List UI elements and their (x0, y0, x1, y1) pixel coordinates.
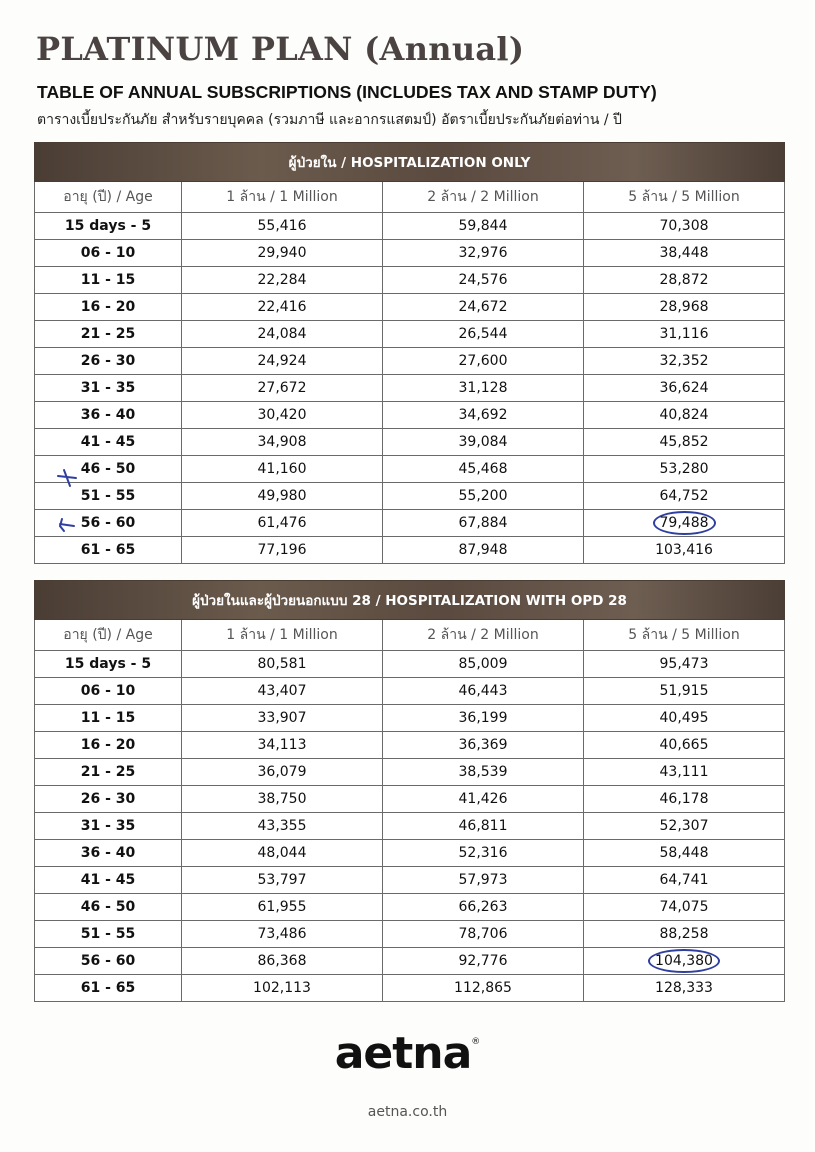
column-header-age: อายุ (ปี) / Age (35, 620, 182, 651)
table-row (35, 921, 785, 948)
premium-5-million-cell: 36,624 (584, 375, 785, 402)
premium-2-million-cell: 87,948 (383, 537, 584, 564)
premium-5-million-cell: 103,416 (584, 537, 785, 564)
age-cell: 36 - 40 (35, 402, 182, 429)
age-cell: 15 days - 5 (35, 213, 182, 240)
table-row (35, 321, 785, 348)
premium-2-million-cell: 55,200 (383, 483, 584, 510)
premium-1-million-cell: 41,160 (182, 456, 383, 483)
premium-1-million-cell: 80,581 (182, 651, 383, 678)
premium-1-million-cell: 61,955 (182, 894, 383, 921)
premium-1-million-cell: 49,980 (182, 483, 383, 510)
premium-5-million-cell: 64,741 (584, 867, 785, 894)
premium-1-million-cell: 30,420 (182, 402, 383, 429)
premium-5-million-cell: 40,665 (584, 732, 785, 759)
premium-2-million-cell: 67,884 (383, 510, 584, 537)
premium-2-million-cell: 45,468 (383, 456, 584, 483)
premium-1-million-cell: 36,079 (182, 759, 383, 786)
table-row (35, 483, 785, 510)
registered-mark: ® (471, 1037, 481, 1047)
premium-1-million-cell: 48,044 (182, 840, 383, 867)
premium-2-million-cell: 46,811 (383, 813, 584, 840)
premium-2-million-cell: 39,084 (383, 429, 584, 456)
table-row (35, 429, 785, 456)
premium-1-million-cell: 43,355 (182, 813, 383, 840)
age-cell: 51 - 55 (35, 921, 182, 948)
premium-5-million-cell: 51,915 (584, 678, 785, 705)
premium-2-million-cell: 112,865 (383, 975, 584, 1002)
column-header-1-million: 1 ล้าน / 1 Million (182, 620, 383, 651)
premium-5-million-cell: 88,258 (584, 921, 785, 948)
table-row (35, 267, 785, 294)
table-row (35, 759, 785, 786)
column-header-2-million: 2 ล้าน / 2 Million (383, 182, 584, 213)
premium-5-million-cell: 128,333 (584, 975, 785, 1002)
premium-5-million-cell: 28,968 (584, 294, 785, 321)
age-cell: 11 - 15 (35, 267, 182, 294)
table-row (35, 456, 785, 483)
age-cell: 16 - 20 (35, 294, 182, 321)
premium-1-million-cell: 53,797 (182, 867, 383, 894)
table-row (35, 813, 785, 840)
column-header-age: อายุ (ปี) / Age (35, 182, 182, 213)
pen-circled-value: 104,380 (648, 949, 720, 973)
column-header-2-million: 2 ล้าน / 2 Million (383, 620, 584, 651)
premium-5-million-cell: 38,448 (584, 240, 785, 267)
premium-1-million-cell: 38,750 (182, 786, 383, 813)
table-row (35, 294, 785, 321)
premium-1-million-cell: 73,486 (182, 921, 383, 948)
age-cell: 31 - 35 (35, 375, 182, 402)
age-cell: 06 - 10 (35, 240, 182, 267)
table-banner: ผู้ป่วยในและผู้ป่วยนอกแบบ 28 / HOSPITALIZATION WITH OPD 28 (35, 581, 785, 620)
age-cell: 31 - 35 (35, 813, 182, 840)
premium-5-million-cell: 70,308 (584, 213, 785, 240)
premium-1-million-cell: 102,113 (182, 975, 383, 1002)
premium-1-million-cell: 43,407 (182, 678, 383, 705)
age-cell: 56 - 60 (35, 510, 182, 537)
premium-2-million-cell: 32,976 (383, 240, 584, 267)
age-cell: 26 - 30 (35, 348, 182, 375)
age-cell: 56 - 60 (35, 948, 182, 975)
age-cell: 41 - 45 (35, 429, 182, 456)
premium-5-million-cell: 40,824 (584, 402, 785, 429)
premium-2-million-cell: 52,316 (383, 840, 584, 867)
column-header-5-million: 5 ล้าน / 5 Million (584, 620, 785, 651)
premium-1-million-cell: 34,908 (182, 429, 383, 456)
page-subtitle: TABLE OF ANNUAL SUBSCRIPTIONS (INCLUDES TAX AND STAMP DUTY) (37, 82, 657, 102)
table-row (35, 948, 785, 975)
age-cell: 46 - 50 (35, 456, 182, 483)
premium-5-million-cell: 53,280 (584, 456, 785, 483)
age-cell: 21 - 25 (35, 759, 182, 786)
table-row (35, 894, 785, 921)
premium-1-million-cell: 22,284 (182, 267, 383, 294)
premium-5-million-cell: 46,178 (584, 786, 785, 813)
table-row (35, 375, 785, 402)
premium-1-million-cell: 86,368 (182, 948, 383, 975)
premium-2-million-cell: 59,844 (383, 213, 584, 240)
table-row (35, 786, 785, 813)
thai-subtitle: ตารางเบี้ยประกันภัย สำหรับรายบุคคล (รวมภาษี และอากรแสตมป์) อัตราเบี้ยประกันภัยต่อท่าน / ปี (37, 112, 622, 128)
premium-2-million-cell: 46,443 (383, 678, 584, 705)
age-cell: 16 - 20 (35, 732, 182, 759)
table-row (35, 348, 785, 375)
premium-1-million-cell: 61,476 (182, 510, 383, 537)
premium-2-million-cell: 36,199 (383, 705, 584, 732)
table-row (35, 840, 785, 867)
table-banner: ผู้ป่วยใน / HOSPITALIZATION ONLY (35, 143, 785, 182)
premium-2-million-cell: 57,973 (383, 867, 584, 894)
age-cell: 21 - 25 (35, 321, 182, 348)
age-cell: 15 days - 5 (35, 651, 182, 678)
age-cell: 36 - 40 (35, 840, 182, 867)
premium-2-million-cell: 27,600 (383, 348, 584, 375)
age-cell: 46 - 50 (35, 894, 182, 921)
premium-1-million-cell: 24,084 (182, 321, 383, 348)
premium-1-million-cell: 33,907 (182, 705, 383, 732)
premium-1-million-cell: 22,416 (182, 294, 383, 321)
table-row (35, 975, 785, 1002)
premium-5-million-cell: 43,111 (584, 759, 785, 786)
premium-5-million-cell: 40,495 (584, 705, 785, 732)
hospitalization-only-table (34, 142, 785, 564)
table-row (35, 705, 785, 732)
premium-1-million-cell: 34,113 (182, 732, 383, 759)
website-url: aetna.co.th (367, 1104, 448, 1120)
premium-5-million-cell: 58,448 (584, 840, 785, 867)
table-row (35, 510, 785, 537)
hospitalization-with-opd-table (34, 580, 785, 1002)
premium-5-million-cell: 31,116 (584, 321, 785, 348)
premium-5-million-cell: 28,872 (584, 267, 785, 294)
premium-1-million-cell: 29,940 (182, 240, 383, 267)
premium-2-million-cell: 34,692 (383, 402, 584, 429)
age-cell: 51 - 55 (35, 483, 182, 510)
premium-1-million-cell: 24,924 (182, 348, 383, 375)
premium-1-million-cell: 55,416 (182, 213, 383, 240)
table-row (35, 732, 785, 759)
premium-5-million-cell: 95,473 (584, 651, 785, 678)
premium-1-million-cell: 77,196 (182, 537, 383, 564)
premium-2-million-cell: 41,426 (383, 786, 584, 813)
premium-2-million-cell: 92,776 (383, 948, 584, 975)
premium-5-million-cell (584, 510, 785, 537)
premium-5-million-cell: 32,352 (584, 348, 785, 375)
premium-5-million-cell: 52,307 (584, 813, 785, 840)
premium-2-million-cell: 38,539 (383, 759, 584, 786)
premium-2-million-cell: 24,576 (383, 267, 584, 294)
table-row (35, 867, 785, 894)
premium-5-million-cell (584, 948, 785, 975)
premium-2-million-cell: 36,369 (383, 732, 584, 759)
age-cell: 61 - 65 (35, 537, 182, 564)
premium-2-million-cell: 24,672 (383, 294, 584, 321)
premium-5-million-cell: 74,075 (584, 894, 785, 921)
premium-2-million-cell: 26,544 (383, 321, 584, 348)
logo-text: aetna (334, 1028, 472, 1079)
table-row (35, 537, 785, 564)
table-row (35, 213, 785, 240)
column-header-1-million: 1 ล้าน / 1 Million (182, 182, 383, 213)
table-row (35, 678, 785, 705)
column-header-5-million: 5 ล้าน / 5 Million (584, 182, 785, 213)
age-cell: 41 - 45 (35, 867, 182, 894)
premium-2-million-cell: 66,263 (383, 894, 584, 921)
table-row (35, 402, 785, 429)
table-row (35, 651, 785, 678)
age-cell: 06 - 10 (35, 678, 182, 705)
premium-2-million-cell: 78,706 (383, 921, 584, 948)
age-cell: 11 - 15 (35, 705, 182, 732)
premium-2-million-cell: 31,128 (383, 375, 584, 402)
age-cell: 26 - 30 (35, 786, 182, 813)
premium-5-million-cell: 45,852 (584, 429, 785, 456)
premium-5-million-cell: 64,752 (584, 483, 785, 510)
pen-circled-value: 79,488 (653, 511, 716, 535)
premium-2-million-cell: 85,009 (383, 651, 584, 678)
age-cell: 61 - 65 (35, 975, 182, 1002)
table-row (35, 240, 785, 267)
premium-1-million-cell: 27,672 (182, 375, 383, 402)
aetna-logo (0, 1028, 815, 1079)
page-title: PLATINUM PLAN (Annual) (36, 30, 525, 68)
